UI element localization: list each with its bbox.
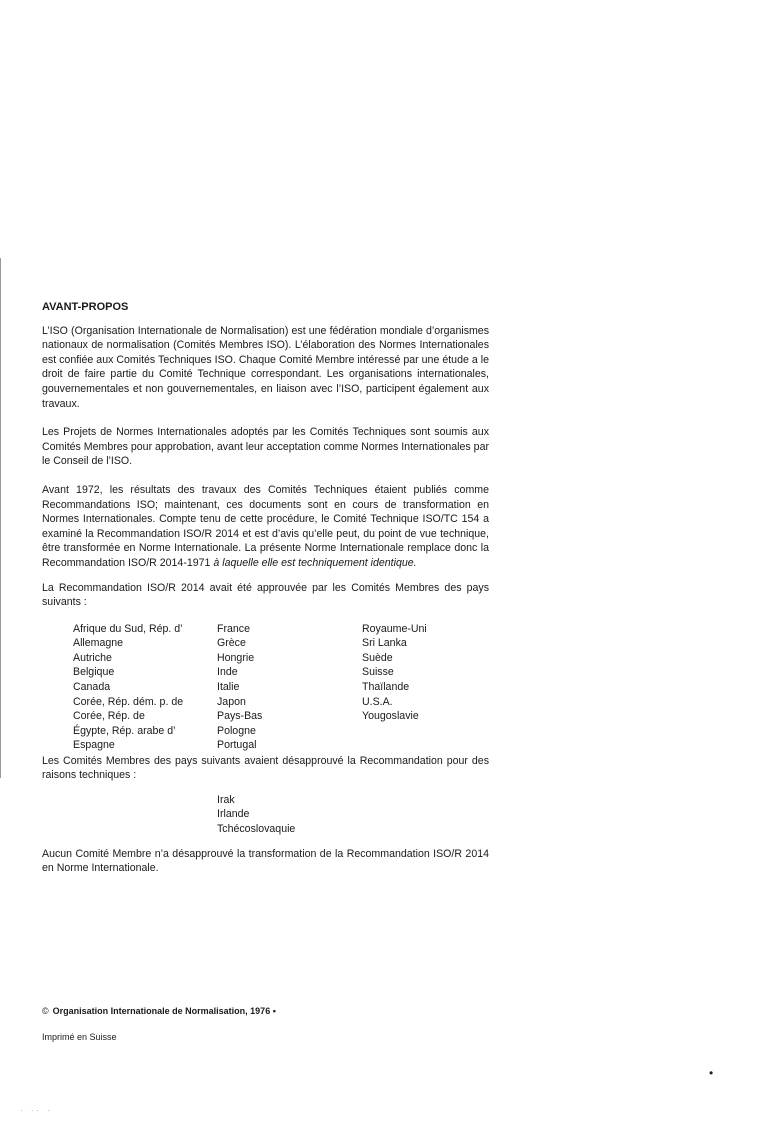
approved-countries-column-2 xyxy=(217,622,262,753)
page-footer xyxy=(42,1005,276,1043)
country-item: Portugal xyxy=(217,739,257,752)
country-item: Suède xyxy=(362,651,393,664)
country-item: Irak xyxy=(217,793,235,806)
country-item: Italie xyxy=(217,681,240,694)
paragraph-conclusion: Aucun Comité Membre n’a désapprouvé la transformation de la Recommandation ISO/R 2014 en Norme Internationale. xyxy=(42,847,489,875)
printed-in-notice: Imprimé en Suisse xyxy=(42,1032,117,1042)
country-item: Canada xyxy=(73,681,111,694)
country-item: Égypte, Rép. arabe d’ xyxy=(73,724,176,737)
country-item: Irlande xyxy=(217,808,250,821)
country-item: Corée, Rép. de xyxy=(73,710,145,723)
country-item: Yougoslavie xyxy=(362,710,419,723)
approved-countries-list xyxy=(42,622,489,754)
country-item: Espagne xyxy=(73,739,115,752)
country-item: Corée, Rép. dém. p. de xyxy=(73,695,184,708)
country-item: Pays-Bas xyxy=(217,710,263,723)
foreword-section xyxy=(42,300,489,876)
country-item: Afrique du Sud, Rép. d’ xyxy=(73,622,183,635)
country-item: Hongrie xyxy=(217,651,255,664)
country-item: Japon xyxy=(217,695,246,708)
paragraph-disapproval: Les Comités Membres des pays suivants avaient désapprouvé la Recommandation pour des raisons techniques : xyxy=(42,754,489,782)
copyright-notice xyxy=(42,1005,276,1017)
country-item: Belgique xyxy=(73,666,115,679)
country-item: Suisse xyxy=(362,666,394,679)
disapproved-countries-list xyxy=(217,793,489,837)
paragraph-iso-description: L’ISO (Organisation Internationale de Normalisation) est une fédération mondiale d’organismes nationaux de normalisation (Comités Membres ISO). L’élaboration des Normes Internationales est confiée aux Comités Techniques ISO. Chaque Comité Membre intéressé par une étude a le droit de faire partie du Comité Technique correspondant. Les organisations internationales, gouvernementales et non gouvernementales, en liaison avec l’ISO, participent également aux travaux. xyxy=(42,324,489,410)
approved-countries-column-1 xyxy=(73,622,183,753)
page-edge-line xyxy=(0,258,1,778)
copyright-text: Organisation Internationale de Normalisation, 1976 • xyxy=(52,1006,276,1016)
margin-mark: • xyxy=(709,1066,714,1080)
paragraph-approval: La Recommandation ISO/R 2014 avait été approuvée par les Comités Membres des pays suivants : xyxy=(42,581,489,609)
country-item: Tchécoslovaquie xyxy=(217,823,296,836)
country-item: Royaume-Uni xyxy=(362,622,427,635)
copyright-symbol: © xyxy=(42,1006,49,1016)
paragraph-history-text: Avant 1972, les résultats des travaux des Comités Techniques étaient publiés comme Recommandations ISO; maintenant, ces documents sont en cours de transformation en Normes Internationales. Compte tenu de cette procédure, le Comité Technique ISO/TC 154 a examiné la Recommandation ISO/R 2014 et est d’avis qu’elle peut, du point de vue technique, être transformée en Norme Internationale. La présente Norme Internationale remplace donc la Recommandation ISO/R 2014-1971 xyxy=(42,483,489,569)
approved-countries-column-3 xyxy=(362,622,427,724)
paragraph-draft-standards: Les Projets de Normes Internationales adoptés par les Comités Techniques sont soumis aux Comités Membres pour approbation, avant leur acceptation comme Normes Internationales par le Conseil de l’ISO. xyxy=(42,426,489,468)
country-item: Allemagne xyxy=(73,637,124,650)
country-item: Pologne xyxy=(217,724,256,737)
paragraph-history-italic: à laquelle elle est techniquement identique. xyxy=(213,556,417,569)
country-item: Thaïlande xyxy=(362,681,410,694)
country-item: France xyxy=(217,622,250,635)
scan-specks: · ·· · xyxy=(20,1106,54,1115)
country-item: Sri Lanka xyxy=(362,637,407,650)
country-item: U.S.A. xyxy=(362,695,393,708)
country-item: Grèce xyxy=(217,637,246,650)
foreword-heading: AVANT-PROPOS xyxy=(42,301,129,313)
country-item: Autriche xyxy=(73,651,112,664)
paragraph-history xyxy=(42,483,489,571)
country-item: Inde xyxy=(217,666,238,679)
